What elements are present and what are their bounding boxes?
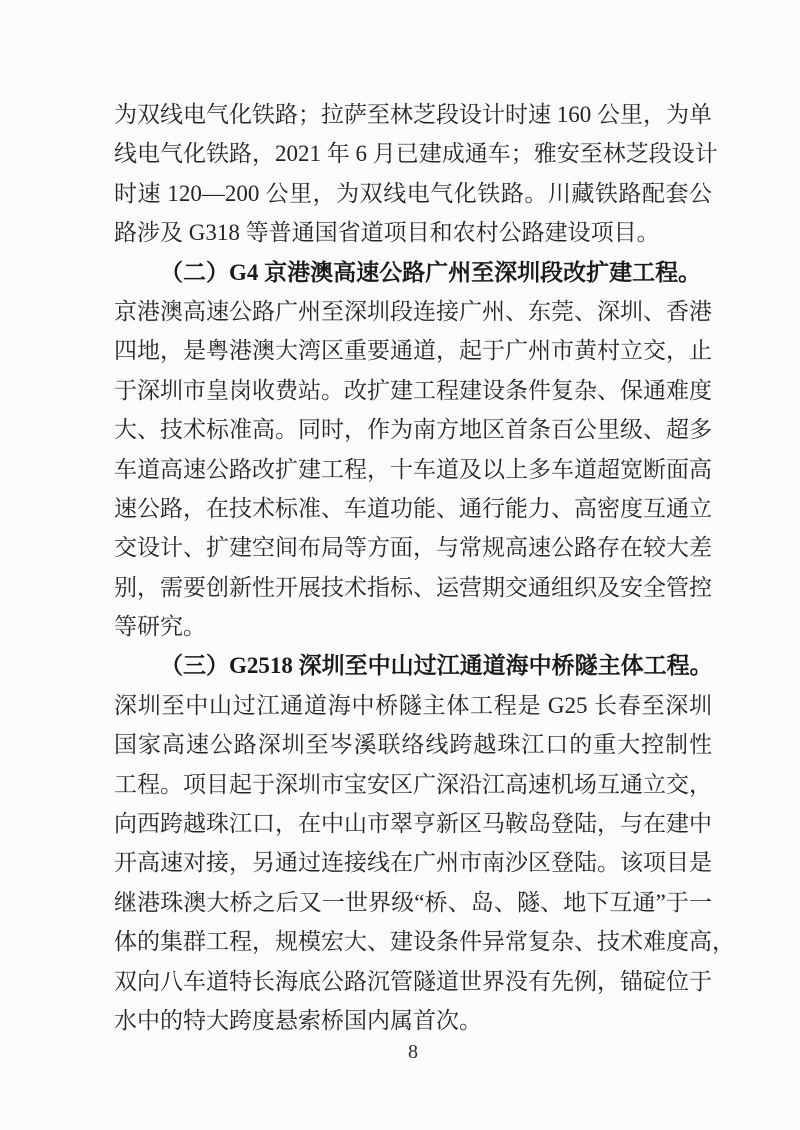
text-line: 路涉及 G318 等普通国省道项目和农村公路建设项目。 <box>114 220 660 246</box>
text-line: 车道高速公路改扩建工程，十车道及以上多车道超宽断面高 <box>114 456 712 482</box>
text-line: 四地，是粤港澳大湾区重要通道，起于广州市黄村立交，止 <box>114 338 712 364</box>
text-line: 时速 120—200 公里，为双线电气化铁路。川藏铁路配套公 <box>114 180 712 206</box>
page-number: 8 <box>408 1041 418 1063</box>
text-line: 线电气化铁路，2021 年 6 月已建成通车；雅安至林芝段设计 <box>114 141 718 167</box>
section-heading: （二）G4 京港澳高速公路广州至深圳段改扩建工程。 <box>160 259 702 285</box>
text-line: 国家高速公路深圳至岑溪联络线跨越珠江口的重大控制性 <box>114 732 712 758</box>
text-line: 速公路，在技术标准、车道功能、通行能力、高密度互通立 <box>114 495 712 521</box>
text-line: 大、技术标准高。同时，作为南方地区首条百公里级、超多 <box>114 417 712 443</box>
text-line: 工程。项目起于深圳市宝安区广深沿江高速机场互通立交， <box>114 771 712 797</box>
text-line: 别，需要创新性开展技术指标、运营期交通组织及安全管控 <box>114 574 712 600</box>
document-body <box>114 95 735 1040</box>
text-line: 水中的特大跨度悬索桥国内属首次。 <box>114 1007 482 1033</box>
section-heading: （三）G2518 深圳至中山过江通道海中桥隧主体工程。 <box>160 653 713 679</box>
text-line: 向西跨越珠江口，在中山市翠亨新区马鞍岛登陆，与在建中 <box>114 811 712 837</box>
text-line: 开高速对接，另通过连接线在广州市南沙区登陆。该项目是 <box>114 850 712 876</box>
text-line: 于深圳市皇岗收费站。改扩建工程建设条件复杂、保通难度 <box>114 377 712 403</box>
text-line: 为双线电气化铁路；拉萨至林芝段设计时速 160 公里，为单 <box>114 102 712 127</box>
text-line: 交设计、扩建空间布局等方面，与常规高速公路存在较大差 <box>114 535 712 561</box>
text-line: 京港澳高速公路广州至深圳段连接广州、东莞、深圳、香港 <box>114 298 712 324</box>
text-line: 深圳至中山过江通道海中桥隧主体工程是 G25 长春至深圳 <box>114 692 712 718</box>
text-line: 体的集群工程，规模宏大、建设条件异常复杂、技术难度高， <box>114 929 735 955</box>
text-line: 继港珠澳大桥之后又一世界级“桥、岛、隧、地下互通”于一 <box>114 889 712 915</box>
text-line: 双向八车道特长海底公路沉管隧道世界没有先例，锚碇位于 <box>114 968 712 994</box>
text-line: 等研究。 <box>114 614 206 640</box>
